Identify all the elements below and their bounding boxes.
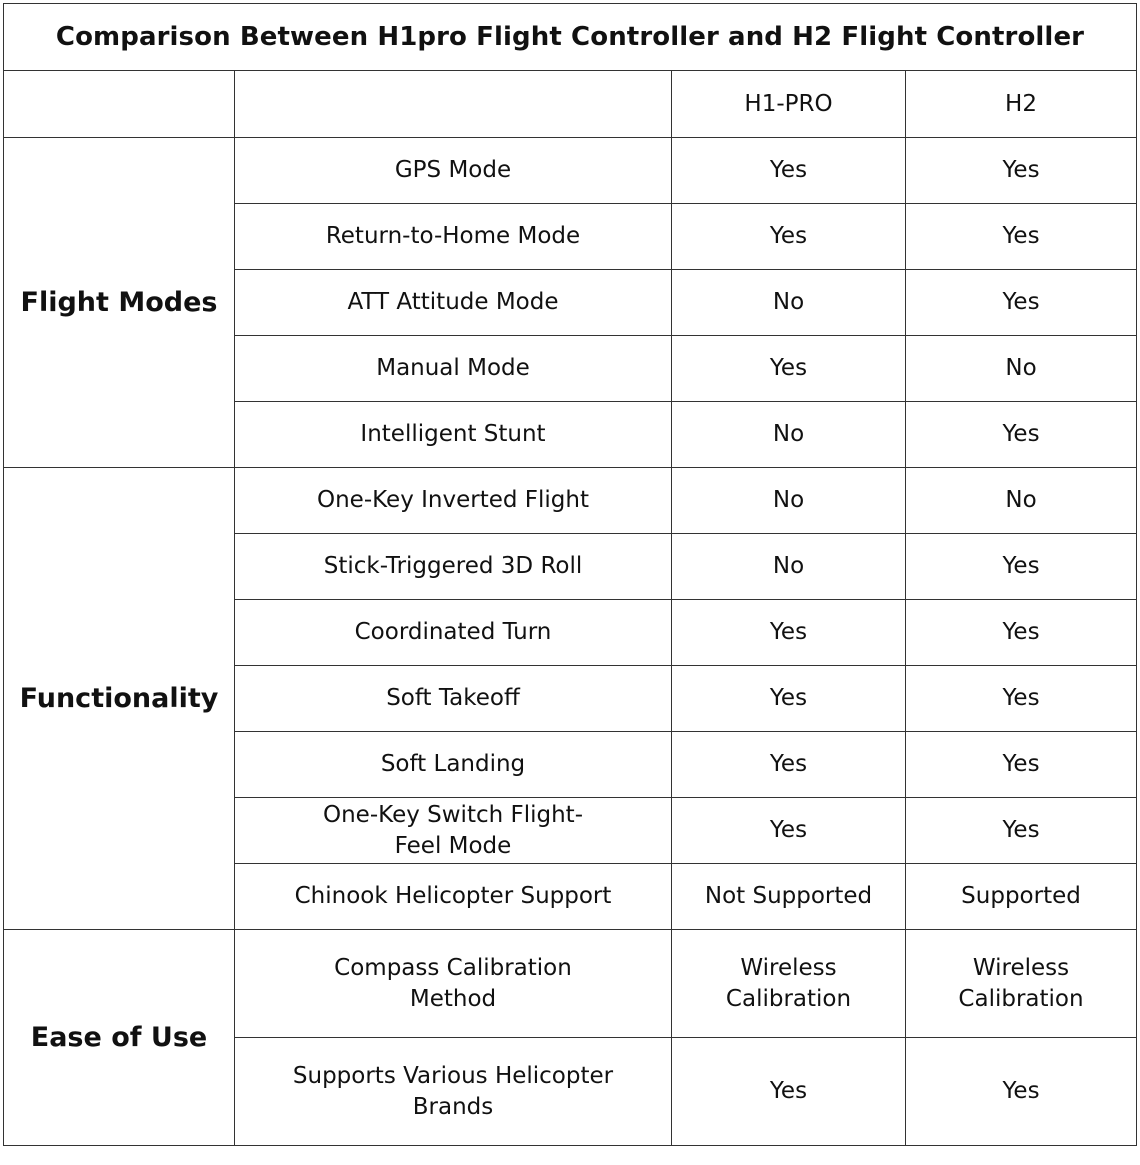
h2-cell: Yes [906, 534, 1137, 600]
feature-cell: Compass Calibration Method [235, 930, 672, 1038]
h2-cell: Yes [906, 270, 1137, 336]
h1pro-cell: Yes [672, 600, 906, 666]
h2-cell: Wireless Calibration [906, 930, 1137, 1038]
table-row [4, 138, 1137, 204]
feature-cell: One-Key Inverted Flight [235, 468, 672, 534]
feature-cell: Coordinated Turn [235, 600, 672, 666]
header-h1pro: H1-PRO [672, 71, 906, 138]
feature-cell: Manual Mode [235, 336, 672, 402]
h2-cell: Yes [906, 138, 1137, 204]
h1pro-cell: Yes [672, 732, 906, 798]
feature-cell: GPS Mode [235, 138, 672, 204]
feature-cell: One-Key Switch Flight-Feel Mode [235, 798, 672, 864]
h2-cell: Yes [906, 600, 1137, 666]
header-row [4, 71, 1137, 138]
h1pro-cell: No [672, 270, 906, 336]
feature-cell: ATT Attitude Mode [235, 270, 672, 336]
header-h2: H2 [906, 71, 1137, 138]
h1pro-cell: No [672, 534, 906, 600]
h2-cell: No [906, 336, 1137, 402]
h1pro-cell: Yes [672, 336, 906, 402]
feature-cell: Soft Landing [235, 732, 672, 798]
h1pro-cell: Wireless Calibration [672, 930, 906, 1038]
h2-cell: Yes [906, 732, 1137, 798]
header-feature-cell [235, 71, 672, 138]
h1pro-cell: No [672, 468, 906, 534]
category-ease-of-use: Ease of Use [4, 930, 235, 1146]
h2-cell: Yes [906, 204, 1137, 270]
h1pro-cell: Yes [672, 138, 906, 204]
feature-cell: Supports Various Helicopter Brands [235, 1038, 672, 1146]
h1pro-cell: Yes [672, 1038, 906, 1146]
h1pro-cell: Yes [672, 666, 906, 732]
table-row [4, 930, 1137, 1038]
feature-cell: Return-to-Home Mode [235, 204, 672, 270]
h1pro-cell: Yes [672, 204, 906, 270]
h2-cell: Supported [906, 864, 1137, 930]
table-title: Comparison Between H1pro Flight Controller and H2 Flight Controller [4, 4, 1137, 71]
h2-cell: Yes [906, 666, 1137, 732]
comparison-table [3, 3, 1137, 1146]
header-category-cell [4, 71, 235, 138]
feature-cell: Intelligent Stunt [235, 402, 672, 468]
h1pro-cell: Yes [672, 798, 906, 864]
category-flight-modes: Flight Modes [4, 138, 235, 468]
h1pro-cell: Not Supported [672, 864, 906, 930]
h2-cell: Yes [906, 402, 1137, 468]
feature-cell: Soft Takeoff [235, 666, 672, 732]
feature-cell: Chinook Helicopter Support [235, 864, 672, 930]
h2-cell: Yes [906, 1038, 1137, 1146]
h2-cell: No [906, 468, 1137, 534]
h2-cell: Yes [906, 798, 1137, 864]
h1pro-cell: No [672, 402, 906, 468]
feature-cell: Stick-Triggered 3D Roll [235, 534, 672, 600]
table-row [4, 468, 1137, 534]
category-functionality: Functionality [4, 468, 235, 930]
